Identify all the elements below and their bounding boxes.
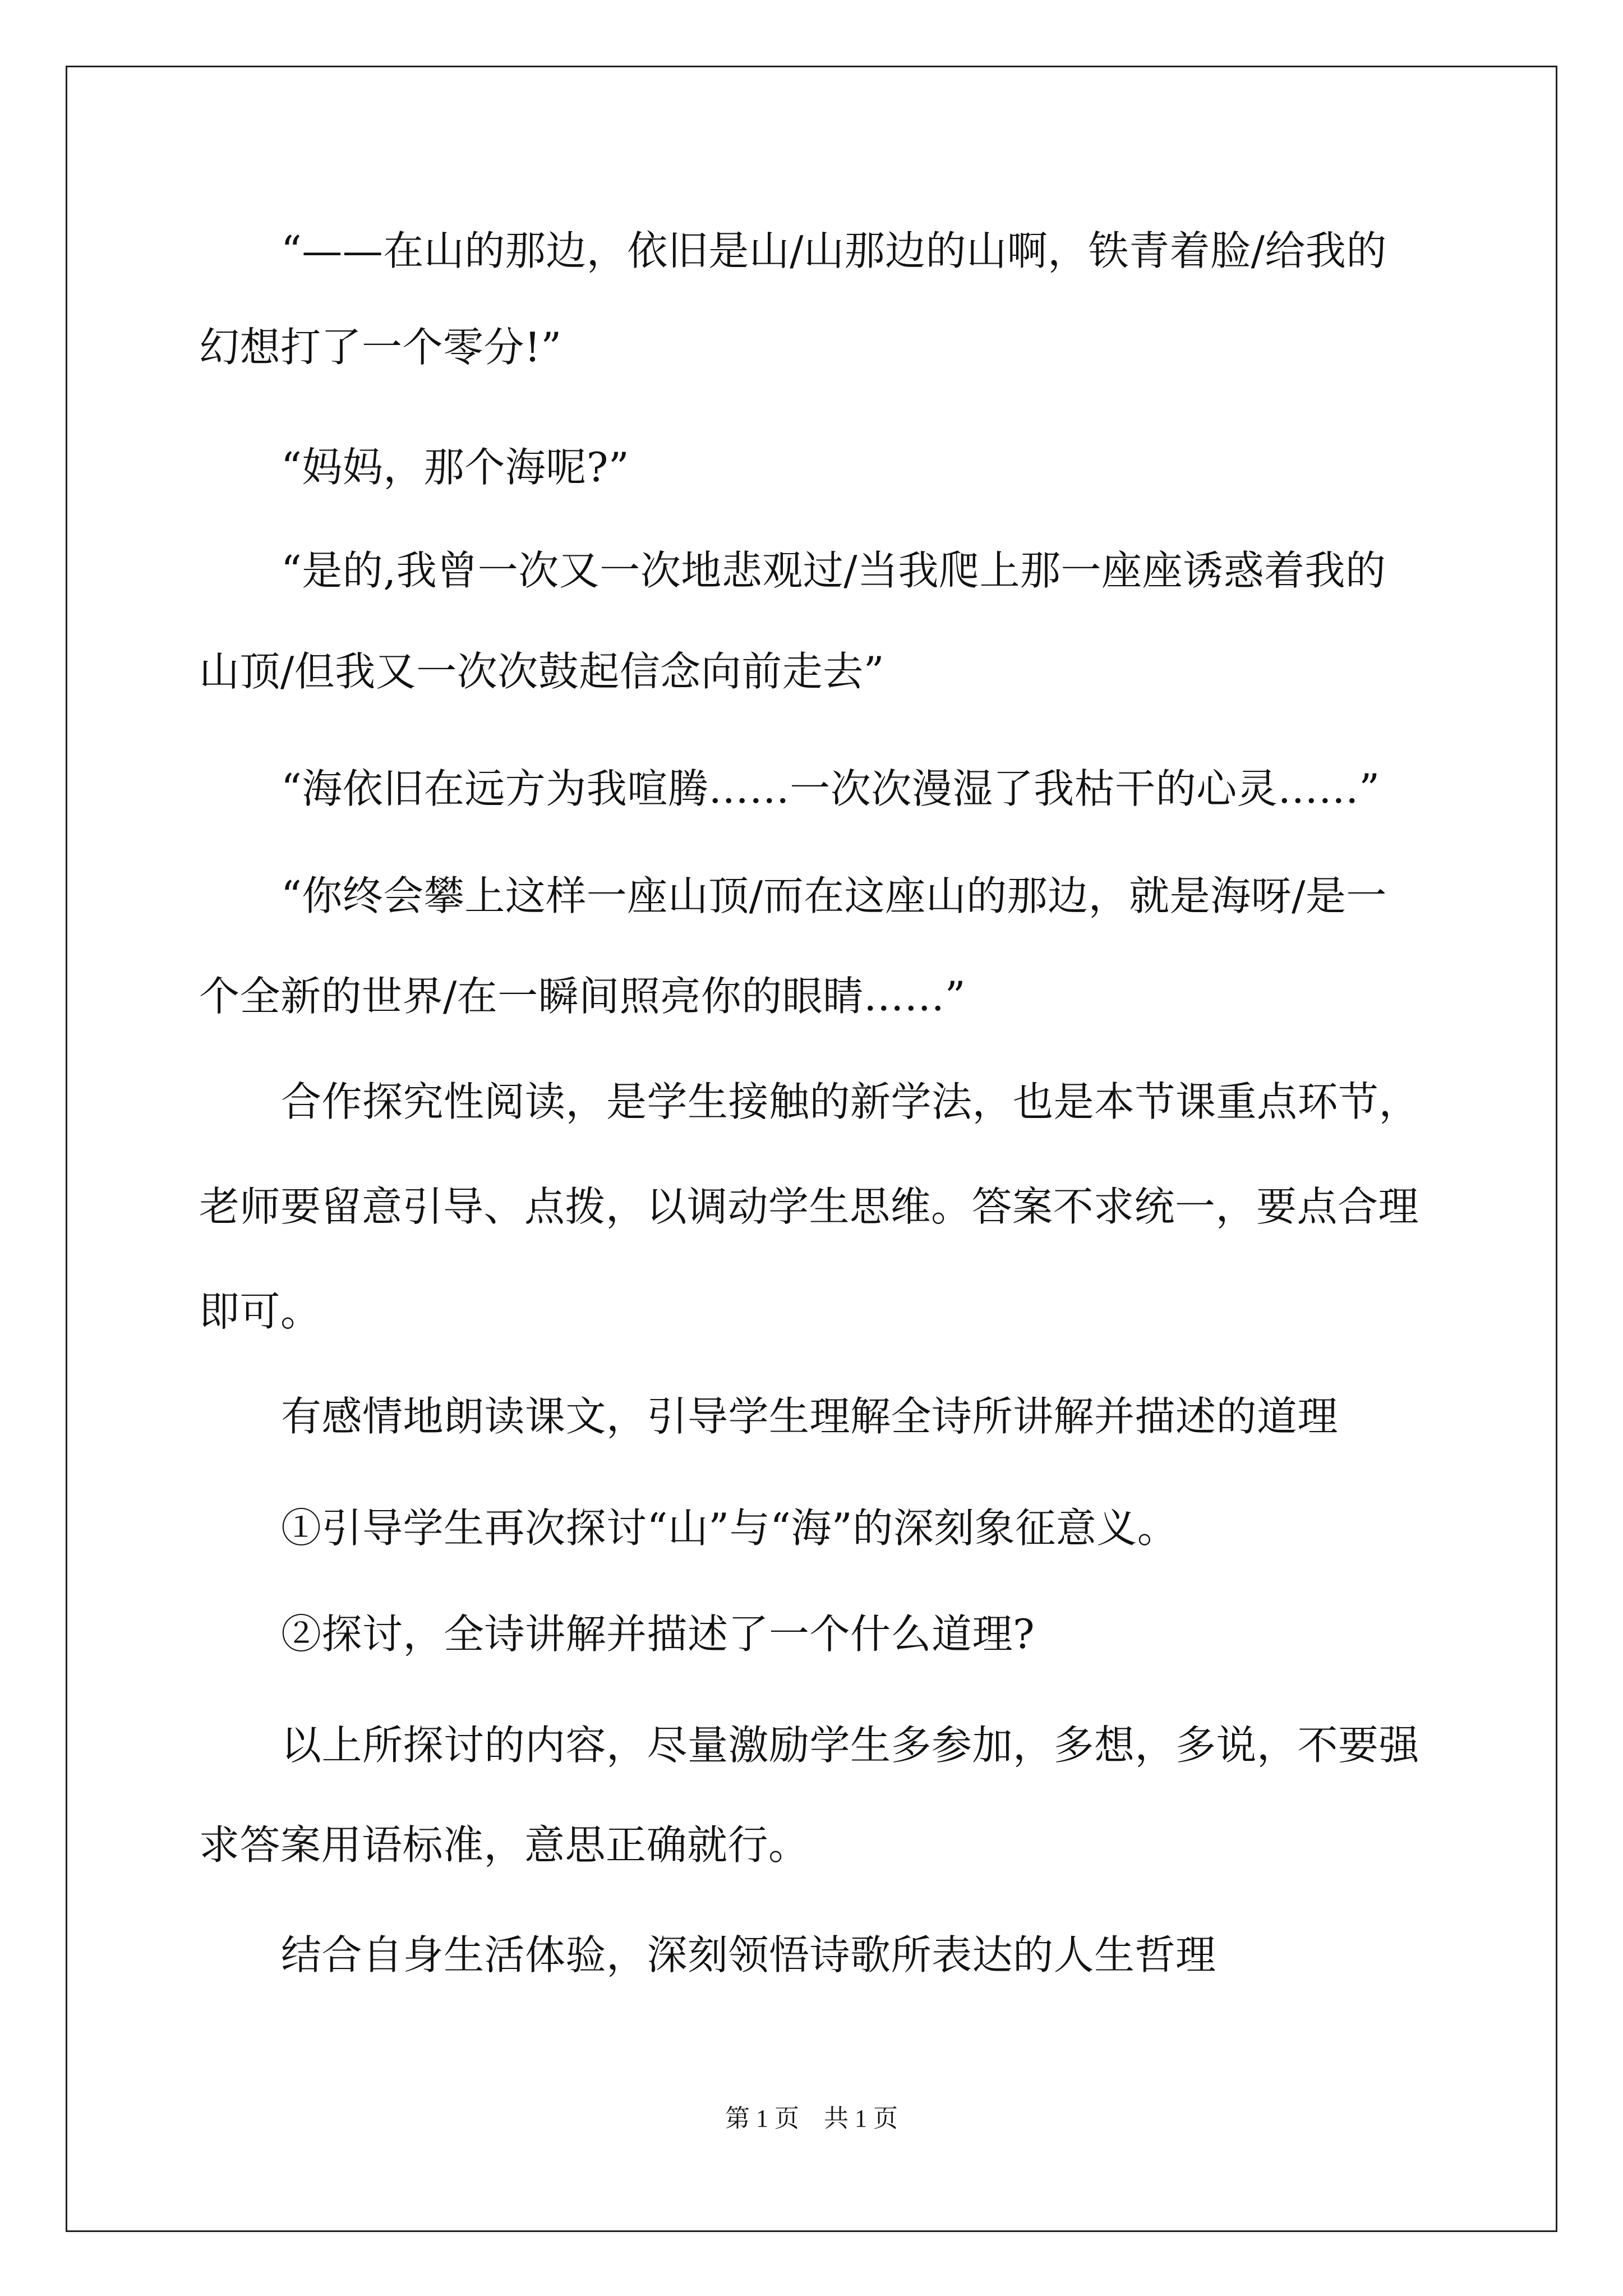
page-footer: 第 1 页 共 1 页 — [725, 2105, 898, 2132]
paragraph-line: 幻想打了一个零分!” — [199, 324, 562, 371]
paragraph-line: 结合自身生活体验，深刻领悟诗歌所表达的人生哲理 — [281, 1931, 1216, 1978]
paragraph-line: “——在山的那边，依旧是山/山那边的山啊，铁青着脸/给我的 — [281, 227, 1387, 274]
paragraph-line: “是的,我曾一次又一次地悲观过/当我爬上那一座座诱惑着我的 — [281, 547, 1386, 594]
paragraph-line: 合作探究性阅读，是学生接触的新学法，也是本节课重点环节， — [281, 1078, 1420, 1125]
page-border — [66, 66, 1557, 2232]
paragraph-line: 求答案用语标准，意思正确就行。 — [199, 1821, 809, 1869]
paragraph-line: 老师要留意引导、点拨，以调动学生思维。答案不求统一，要点合理 — [199, 1183, 1419, 1230]
paragraph-line: “妈妈，那个海呢?” — [281, 444, 630, 491]
paragraph-line: 以上所探讨的内容，尽量激励学生多参加，多想，多说，不要强 — [281, 1722, 1420, 1769]
paragraph-line: “海依旧在远方为我喧腾……一次次漫湿了我枯干的心灵……” — [281, 765, 1380, 812]
paragraph-line: “你终会攀上这样一座山顶/而在这座山的那边，就是海呀/是一 — [281, 872, 1387, 919]
paragraph-line: 即可。 — [199, 1288, 321, 1335]
paragraph-line: 个全新的世界/在一瞬间照亮你的眼睛……” — [199, 973, 966, 1020]
paragraph-line: ①引导学生再次探讨“山”与“海”的深刻象征意义。 — [281, 1504, 1178, 1552]
paragraph-line: 有感情地朗读课文，引导学生理解全诗所讲解并描述的道理 — [281, 1393, 1339, 1440]
paragraph-line: ②探讨，全诗讲解并描述了一个什么道理? — [281, 1611, 1035, 1658]
paragraph-line: 山顶/但我又一次次鼓起信念向前走去” — [199, 648, 885, 695]
